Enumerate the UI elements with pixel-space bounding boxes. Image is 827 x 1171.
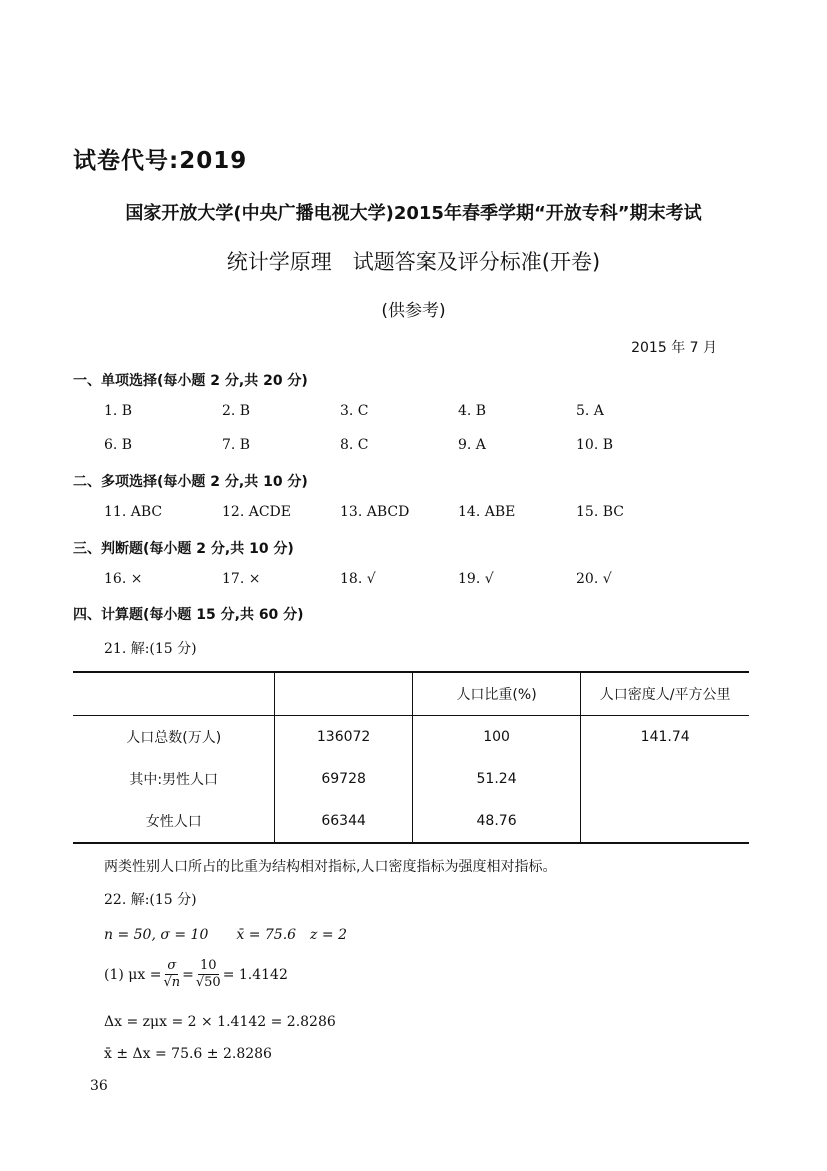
q21-conclusion: 两类性别人口所占的比重为结构相对指标,人口密度指标为强度相对指标。 (104, 859, 557, 875)
answer-item: 15. BC (576, 504, 624, 520)
table-cell (581, 800, 749, 843)
table-cell: 51.24 (412, 758, 581, 800)
table-cell: 人口总数(万人) (73, 716, 275, 759)
answer-item: 2. B (222, 403, 251, 419)
answer-item: 13. ABCD (340, 504, 410, 520)
q21-label: 21. 解:(15 分) (104, 641, 197, 657)
table-header-cell (73, 672, 275, 716)
table-cell (581, 758, 749, 800)
answer-row-3 (104, 504, 694, 520)
answer-item: 19. √ (458, 571, 494, 587)
table-cell: 69728 (275, 758, 412, 800)
step1-result: = 1.4142 (222, 966, 288, 983)
answer-item: 8. C (340, 437, 369, 453)
table-row (73, 758, 749, 800)
fraction-sigma-over-root-n (163, 958, 180, 991)
answer-item: 1. B (104, 403, 133, 419)
table-cell: 66344 (275, 800, 412, 843)
table-cell: 48.76 (412, 800, 581, 843)
table-header-row (73, 672, 749, 716)
q22-step2: Δx = zμx = 2 × 1.4142 = 2.8286 (104, 1014, 336, 1030)
table-cell: 136072 (275, 716, 412, 759)
exam-subtitle: 统计学原理 试题答案及评分标准(开卷) (226, 250, 601, 274)
answer-item: 4. B (458, 403, 487, 419)
q22-step1 (104, 958, 288, 991)
answer-row-1 (104, 403, 694, 419)
answer-item: 10. B (576, 437, 614, 453)
answer-item: 14. ABE (458, 504, 516, 520)
table-row (73, 800, 749, 843)
answer-item: 3. C (340, 403, 369, 419)
fraction-10-over-root-50 (196, 958, 221, 991)
fraction-numerator: 10 (200, 958, 217, 973)
exam-code: 试卷代号:2019 (73, 148, 248, 174)
table-header-cell (275, 672, 412, 716)
answer-item: 6. B (104, 437, 133, 453)
q22-given: n = 50, σ = 10 x̄ = 75.6 z = 2 (104, 927, 347, 943)
table-cell: 141.74 (640, 729, 690, 745)
table-cell: 100 (412, 716, 581, 759)
equals-sign: = (182, 966, 194, 983)
reference-note: (供参考) (381, 301, 446, 321)
answer-item: 20. √ (576, 571, 612, 587)
answer-item: 9. A (458, 437, 486, 453)
answer-item: 12. ACDE (222, 504, 291, 520)
section-true-false: 三、判断题(每小题 2 分,共 10 分) (73, 541, 294, 557)
fraction-denominator: √50 (195, 975, 221, 990)
answer-item: 5. A (576, 403, 604, 419)
table-header-cell: 人口比重(%) (412, 672, 581, 716)
q22-step3: x̄ ± Δx = 75.6 ± 2.8286 (104, 1046, 272, 1062)
answer-row-4 (104, 571, 694, 587)
page-number: 36 (90, 1078, 108, 1094)
answer-item: 7. B (222, 437, 251, 453)
section-multiple-choice: 二、多项选择(每小题 2 分,共 10 分) (73, 474, 308, 490)
answer-item: 16. × (104, 571, 143, 587)
fraction-numerator: σ (167, 958, 177, 973)
q22-label: 22. 解:(15 分) (104, 892, 197, 908)
exam-date: 2015 年 7 月 (631, 340, 717, 356)
step1-prefix: (1) μx = (104, 966, 162, 983)
table-row (73, 716, 749, 759)
answer-item: 18. √ (340, 571, 376, 587)
table-cell: 其中:男性人口 (73, 758, 275, 800)
fraction-denominator: √n (163, 975, 181, 990)
section-single-choice: 一、单项选择(每小题 2 分,共 20 分) (73, 373, 308, 389)
section-calculation: 四、计算题(每小题 15 分,共 60 分) (73, 607, 304, 623)
answer-item: 11. ABC (104, 504, 163, 520)
population-table (73, 671, 749, 844)
table-cell: 女性人口 (73, 800, 275, 843)
table-header-cell: 人口密度人/平方公里 (581, 672, 749, 716)
answer-row-2 (104, 437, 694, 453)
exam-title: 国家开放大学(中央广播电视大学)2015年春季学期“开放专科”期末考试 (125, 203, 702, 224)
answer-item: 17. × (222, 571, 261, 587)
